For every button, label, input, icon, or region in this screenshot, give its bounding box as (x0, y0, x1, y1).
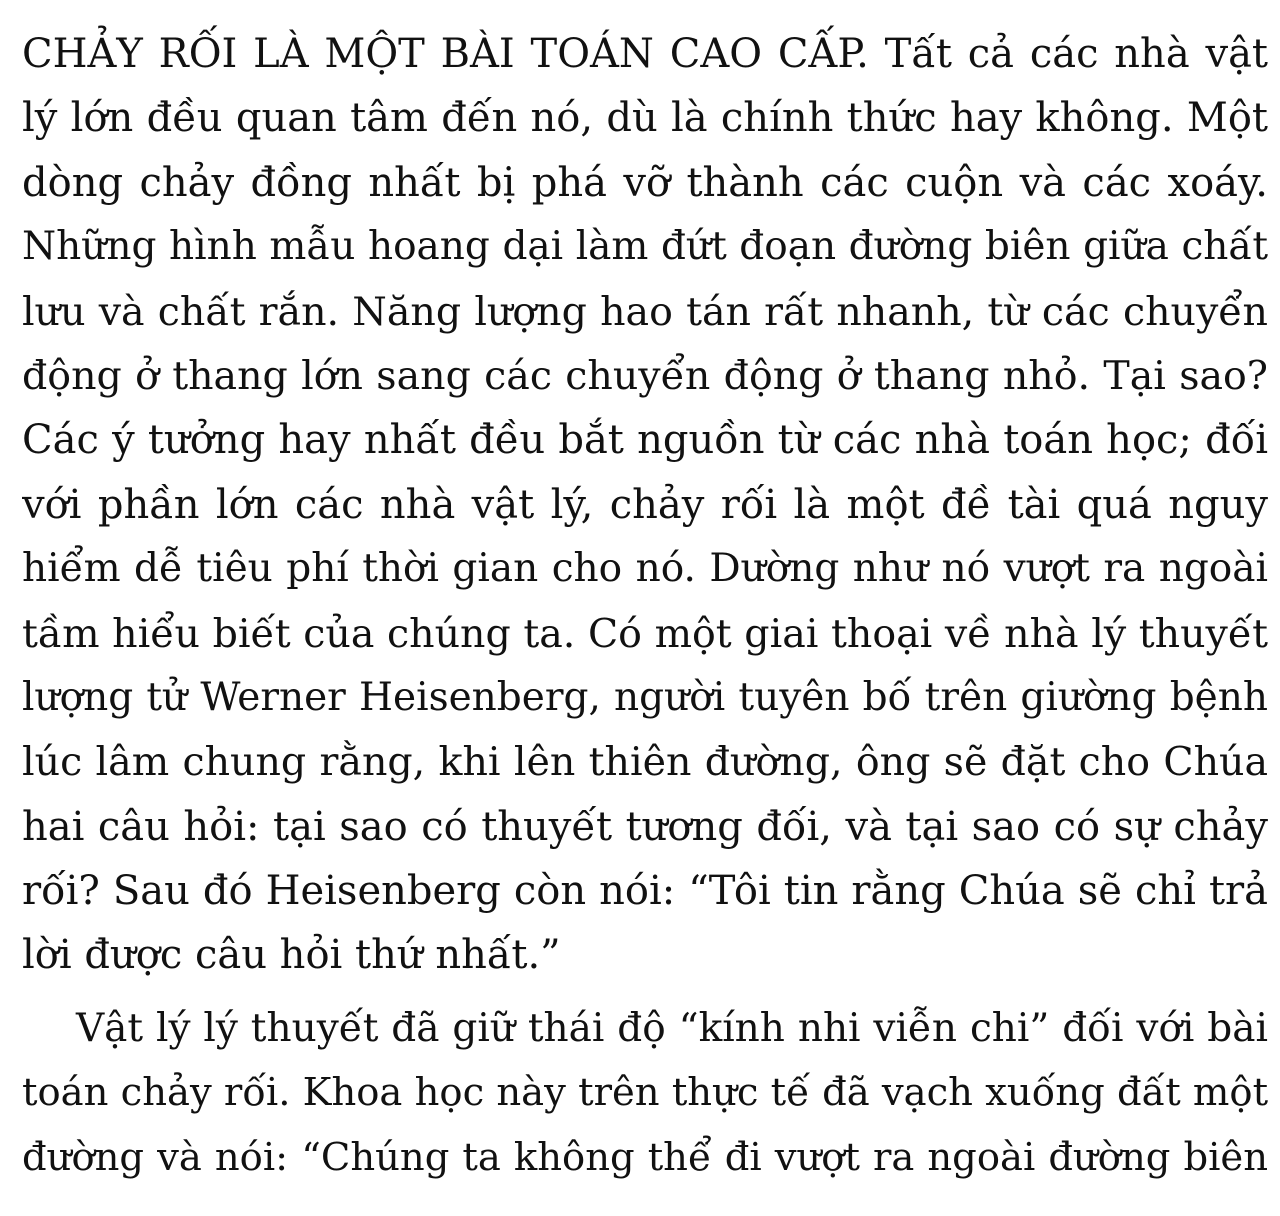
text-line: Vật lý lý thuyết đã giữ thái độ “kính nhi viễn chi” đối với bài (76, 1005, 1268, 1051)
text-line: Những hình mẫu hoang dại làm đứt đoạn đường biên giữa chất (22, 224, 1268, 270)
text-line: toán chảy rối. Khoa học này trên thực tế đã vạch xuống đất một (22, 1070, 1268, 1116)
text-line: đường và nói: “Chúng ta không thể đi vượt ra ngoài đường biên (22, 1134, 1268, 1180)
text-line: với phần lớn các nhà vật lý, chảy rối là một đề tài quá nguy (22, 481, 1268, 528)
text-line: lý lớn đều quan tâm đến nó, dù là chính thức hay không. Một (22, 95, 1268, 142)
book-page (22, 22, 1268, 1190)
text-line: lưu và chất rắn. Năng lượng hao tán rất nhanh, từ các chuyển (22, 288, 1268, 335)
paragraph-turbulence-intro (22, 22, 1268, 988)
text-line: động ở thang lớn sang các chuyển động ở thang nhỏ. Tại sao? (22, 352, 1268, 399)
paragraph-theoretical-physics (22, 997, 1268, 1190)
text-line: dòng chảy đồng nhất bị phá vỡ thành các cuộn và các xoáy. (22, 159, 1268, 206)
text-line: hiểm dễ tiêu phí thời gian cho nó. Dường như nó vượt ra ngoài (22, 546, 1268, 592)
text-line: rối? Sau đó Heisenberg còn nói: “Tôi tin rằng Chúa sẽ chỉ trả (22, 868, 1268, 915)
text-line: lúc lâm chung rằng, khi lên thiên đường, ông sẽ đặt cho Chúa (22, 739, 1268, 786)
text-line: lượng tử Werner Heisenberg, người tuyên bố trên giường bệnh (22, 674, 1268, 720)
text-line: Các ý tưởng hay nhất đều bắt nguồn từ các nhà toán học; đối (22, 417, 1268, 464)
text-line: hai câu hỏi: tại sao có thuyết tương đối, và tại sao có sự chảy (22, 803, 1268, 850)
text-line: CHẢY RỐI LÀ MỘT BÀI TOÁN CAO CẤP. Tất cả các nhà vật (22, 31, 1268, 77)
text-line: lời được câu hỏi thứ nhất.” (22, 932, 561, 979)
text-line: tầm hiểu biết của chúng ta. Có một giai thoại về nhà lý thuyết (22, 610, 1268, 657)
